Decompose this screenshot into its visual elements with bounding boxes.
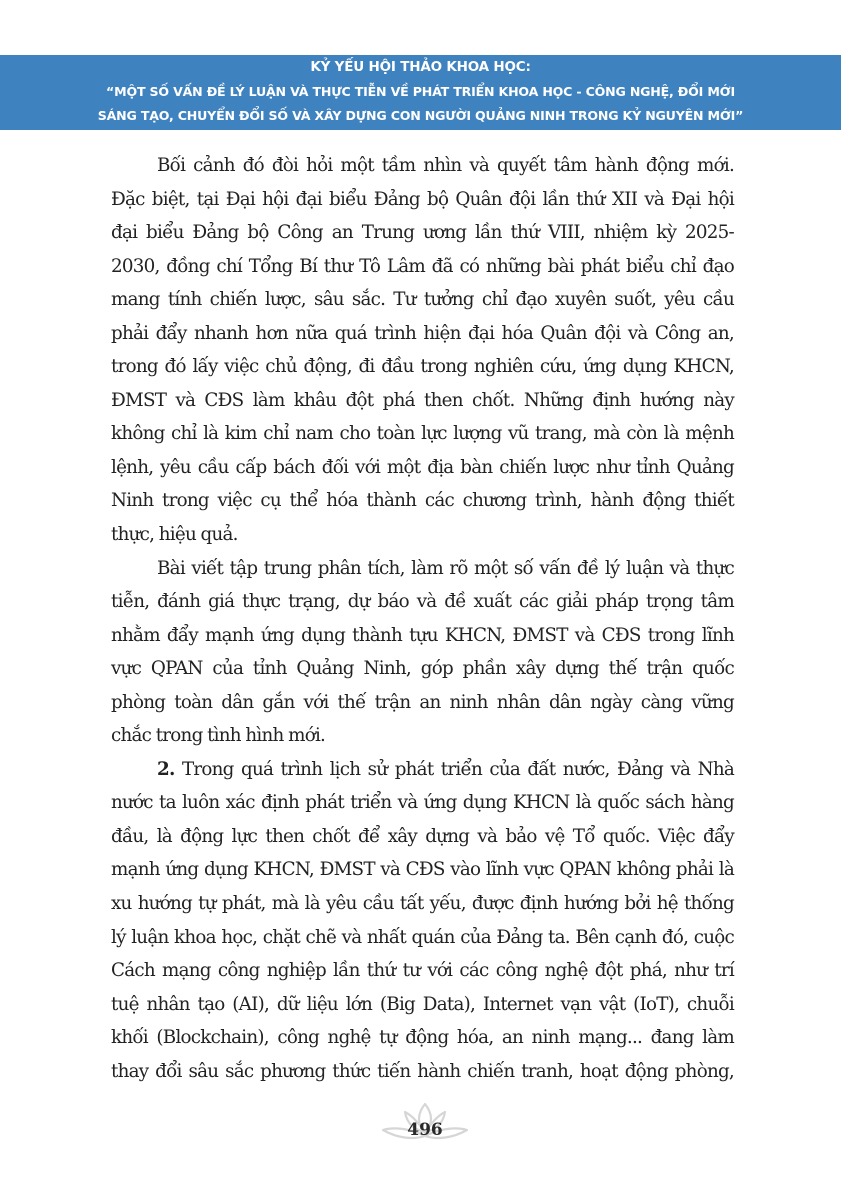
text-line: Đặc biệt, tại Đại hội đại biểu Đảng bộ Quân đội lần thứ XII và Đại hội [111,188,734,210]
text-line: thực, hiệu quả. [111,524,238,546]
conference-title-line-2: SÁNG TẠO, CHUYỂN ĐỔI SỐ VÀ XÂY DỰNG CON NGƯỜI QUẢNG NINH TRONG KỶ NGUYÊN MỚI” [97,108,744,123]
section-number: 2. [157,758,175,780]
page-footer [375,1100,475,1145]
text-line: chắc trong tình hình mới. [111,725,326,747]
text-line: trong đó lấy việc chủ động, đi đầu trong nghiên cứu, ứng dụng KHCN, [111,356,734,378]
text-line [111,753,734,787]
text-line: lệnh, yêu cầu cấp bách đối với một địa bàn chiến lược như tỉnh Quảng [111,456,734,478]
text-line: tuệ nhân tạo (AI), dữ liệu lớn (Big Data), Internet vạn vật (IoT), chuỗi [111,993,734,1015]
text-line: đại biểu Đảng bộ Công an Trung ương lần thứ VIII, nhiệm kỳ 2025- [111,222,734,244]
text-line: ĐMST và CĐS làm khâu đột phá then chốt. Những định hướng này [111,389,734,411]
paragraph-3 [111,753,734,1088]
text-line: nhằm đẩy mạnh ứng dụng thành tựu KHCN, ĐMST và CĐS trong lĩnh [111,624,734,646]
text-line: khối (Blockchain), công nghệ tự động hóa, an ninh mạng... đang làm [111,1027,734,1049]
text-line: mạnh ứng dụng KHCN, ĐMST và CĐS vào lĩnh vực QPAN không phải là [111,859,734,881]
paragraph-2 [111,552,734,753]
header-band [0,55,841,130]
text-line: lý luận khoa học, chặt chẽ và nhất quán của Đảng ta. Bên cạnh đó, cuộc [111,926,734,948]
text-line: 2030, đồng chí Tổng Bí thư Tô Lâm đã có những bài phát biểu chỉ đạo [111,255,734,277]
text-span: Trong quá trình lịch sử phát triển của đất nước, Đảng và Nhà [174,758,734,780]
text-line: Bối cảnh đó đòi hỏi một tầm nhìn và quyết tâm hành động mới. [157,155,734,176]
text-line: xu hướng tự phát, mà là yêu cầu tất yếu, được định hướng bởi hệ thống [111,893,734,915]
text-line: vực QPAN của tỉnh Quảng Ninh, góp phần xây dựng thế trận quốc [111,658,734,680]
paragraph-1 [111,149,734,552]
body-text [111,149,734,1088]
text-line: Cách mạng công nghiệp lần thứ tư với các công nghệ đột phá, như trí [111,960,734,982]
text-line: Bài viết tập trung phân tích, làm rõ một số vấn đề lý luận và thực [157,557,734,579]
page-number: 496 [407,1120,443,1140]
proceedings-title: KỶ YẾU HỘI THẢO KHOA HỌC: [310,59,531,75]
text-line: Ninh trong việc cụ thể hóa thành các chương trình, hành động thiết [111,490,734,512]
conference-title-line-1: “MỘT SỐ VẤN ĐỀ LÝ LUẬN VÀ THỰC TIỄN VỀ PHÁT TRIỂN KHOA HỌC - CÔNG NGHỆ, ĐỔI MỚI [106,84,735,99]
text-line: tiễn, đánh giá thực trạng, dự báo và đề xuất các giải pháp trọng tâm [111,591,734,613]
text-line: không chỉ là kim chỉ nam cho toàn lực lượng vũ trang, mà còn là mệnh [111,423,734,445]
text-line: phòng toàn dân gắn với thế trận an ninh nhân dân ngày càng vững [111,691,734,713]
text-line: mang tính chiến lược, sâu sắc. Tư tưởng chỉ đạo xuyên suốt, yêu cầu [111,289,734,311]
text-line: đầu, là động lực then chốt để xây dựng và bảo vệ Tổ quốc. Việc đẩy [111,825,734,847]
text-line: thay đổi sâu sắc phương thức tiến hành chiến tranh, hoạt động phòng, [111,1060,734,1082]
text-line: phải đẩy nhanh hơn nữa quá trình hiện đại hóa Quân đội và Công an, [111,322,734,344]
text-line: nước ta luôn xác định phát triển và ứng dụng KHCN là quốc sách hàng [111,792,734,814]
